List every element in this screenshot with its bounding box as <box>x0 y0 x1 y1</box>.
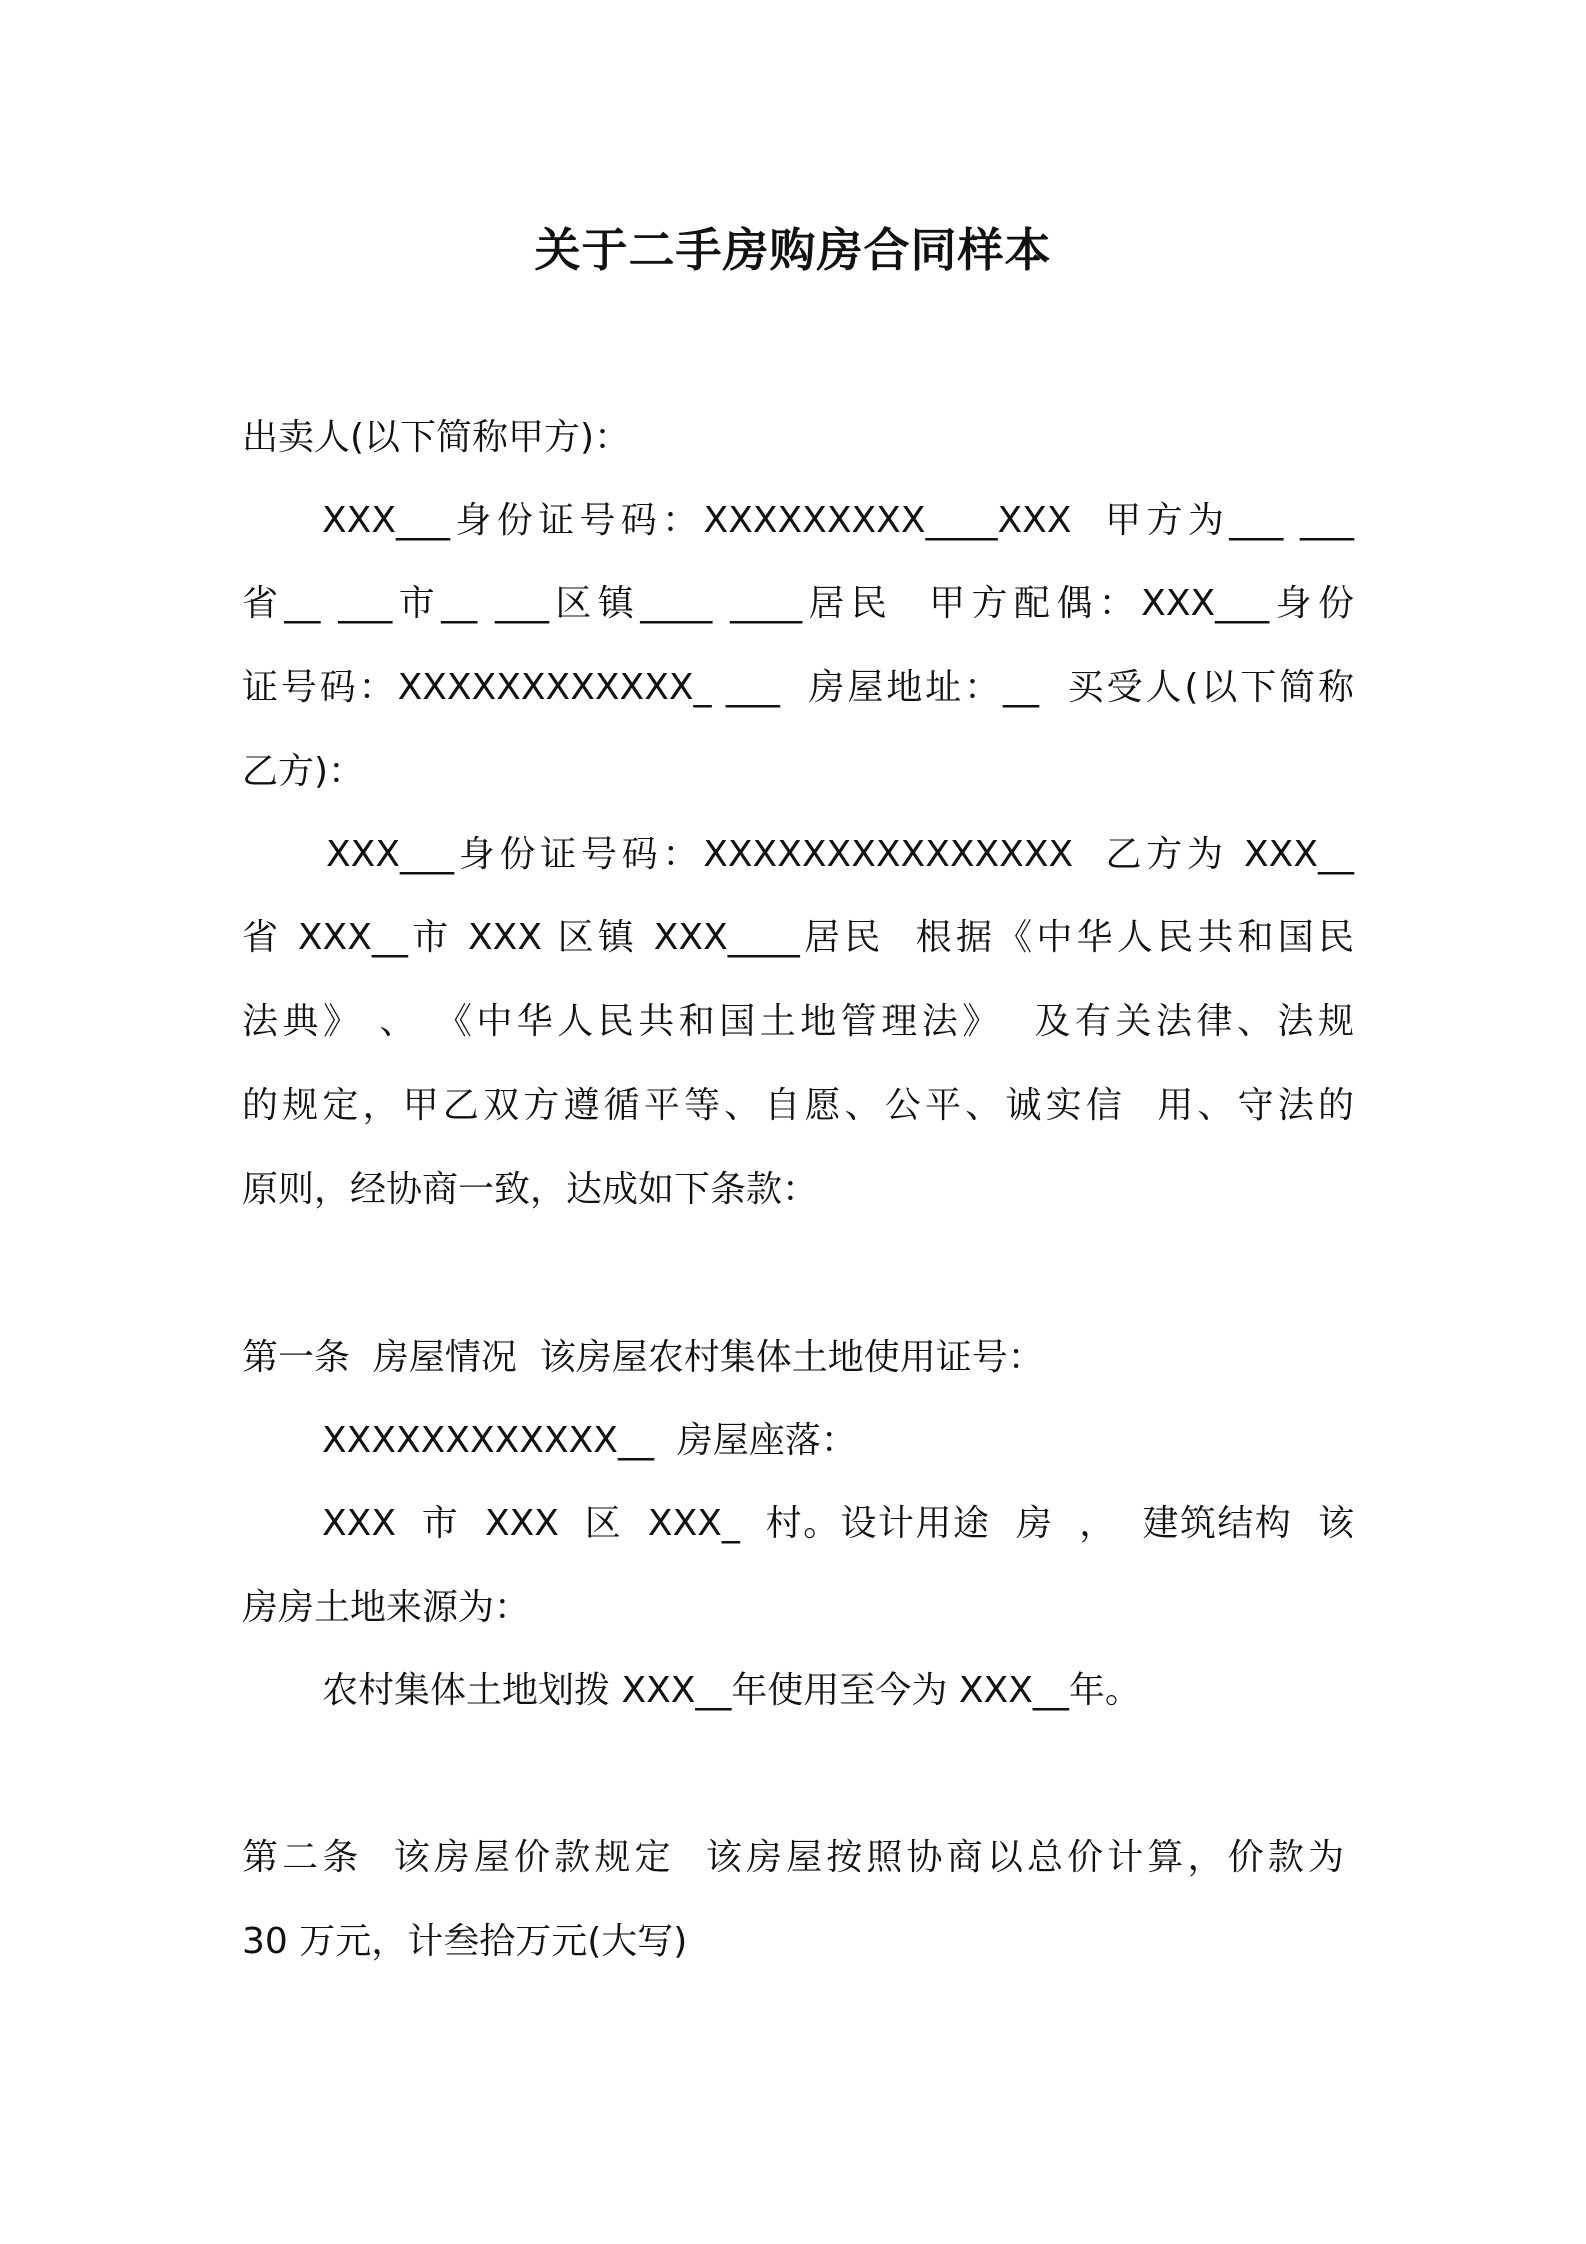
paragraph-line: XXX 市 XXX 区 XXX_ 村。设计用途 房 ， 建筑结构 该 <box>322 1503 1354 1544</box>
paragraph-line: 原则，经协商一致，达成如下条款： <box>242 1169 819 1210</box>
article-one-heading: 第一条 房屋情况 该房屋农村集体土地使用证号： <box>242 1337 1044 1378</box>
paragraph-line: 证号码：XXXXXXXXXXXX_ ___ 房屋地址：__ 买受人(以下简称 <box>242 667 1354 708</box>
paragraph-line: XXX___身份证号码：XXXXXXXXX____XXX 甲方为___ ___ <box>322 500 1354 541</box>
paragraph-line: 省 XXX__市 XXX 区镇 XXX____居民 根据《中华人民共和国民 <box>242 917 1354 958</box>
paragraph-line: XXX___身份证号码：XXXXXXXXXXXXXXX 乙方为 XXX__ <box>326 834 1354 875</box>
article-two-heading: 第二条 该房屋价款规定 该房屋按照协商以总价计算，价款为 <box>242 1837 1344 1878</box>
paragraph-line: 省__ ___市__ ___区镇____ ____居民 甲方配偶：XXX___身份 <box>242 583 1354 624</box>
seller-heading: 出卖人(以下简称甲方)： <box>242 417 631 458</box>
paragraph-line: 乙方)： <box>242 751 365 792</box>
paragraph-line: XXXXXXXXXXXX__ 房屋座落： <box>322 1420 857 1461</box>
document-title: 关于二手房购房合同样本 <box>534 223 1052 277</box>
paragraph-line: 农村集体土地划拨 XXX__年使用至今为 XXX__年。 <box>322 1670 1141 1711</box>
paragraph-line: 30 万元，计叁拾万元(大写) <box>242 1921 688 1962</box>
paragraph-line: 的规定，甲乙双方遵循平等、自愿、公平、诚实信 用、守法的 <box>242 1085 1354 1126</box>
paragraph-line: 房房土地来源为： <box>242 1587 531 1628</box>
paragraph-line: 法典》 、 《中华人民共和国土地管理法》 及有关法律、法规 <box>242 1001 1354 1042</box>
